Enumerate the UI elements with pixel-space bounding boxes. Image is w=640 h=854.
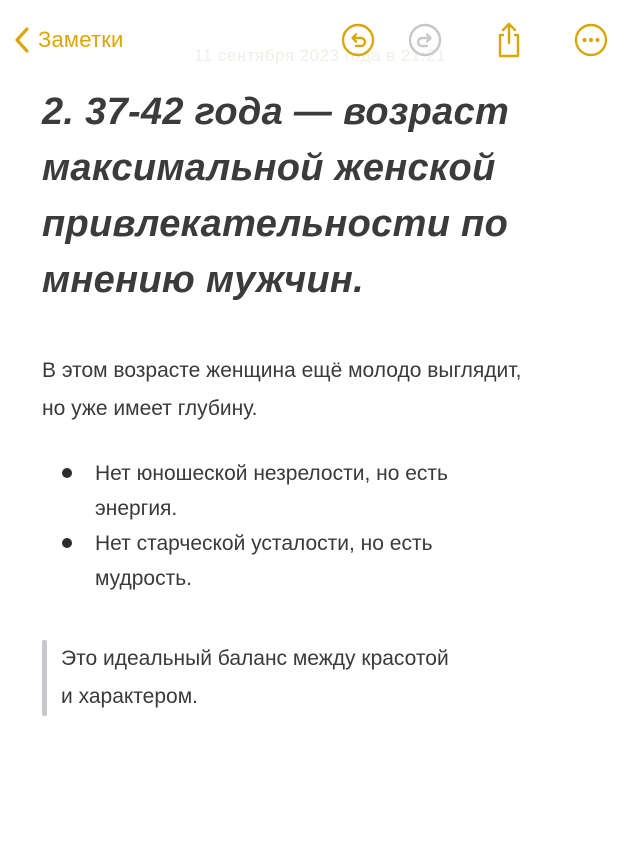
list-item-text: Нет юношеской незрелости, но есть энергия. xyxy=(95,462,448,520)
note-paragraph: В этом возрасте женщина ещё молодо выглядит, но уже имеет глубину. xyxy=(42,359,522,420)
share-button[interactable] xyxy=(489,20,529,60)
bullet-dot-icon xyxy=(62,538,72,548)
note-toolbar xyxy=(0,0,640,80)
redo-button[interactable] xyxy=(405,20,445,60)
list-item xyxy=(42,526,535,596)
back-button-label: Заметки xyxy=(38,27,124,52)
quote-text: Это идеальный баланс между красотой и характером. xyxy=(61,647,449,708)
bullet-dot-icon xyxy=(62,468,72,478)
note-title: 2. 37-42 года — возраст максимальной женской привлекательности по мнению мужчин. xyxy=(42,91,510,301)
note-body[interactable] xyxy=(42,84,602,716)
list-item xyxy=(42,456,535,526)
bullet-list xyxy=(42,456,602,596)
redo-icon xyxy=(408,23,442,57)
quote-bar xyxy=(42,640,47,716)
more-icon xyxy=(574,23,608,57)
more-button[interactable] xyxy=(571,20,611,60)
block-quote xyxy=(42,640,602,716)
undo-icon xyxy=(341,23,375,57)
undo-button[interactable] xyxy=(338,20,378,60)
list-item-text: Нет старческой усталости, но есть мудрость. xyxy=(95,532,433,590)
note-date: 11 сентября 2023 года в 21:21 xyxy=(194,46,446,65)
share-icon xyxy=(493,22,525,58)
